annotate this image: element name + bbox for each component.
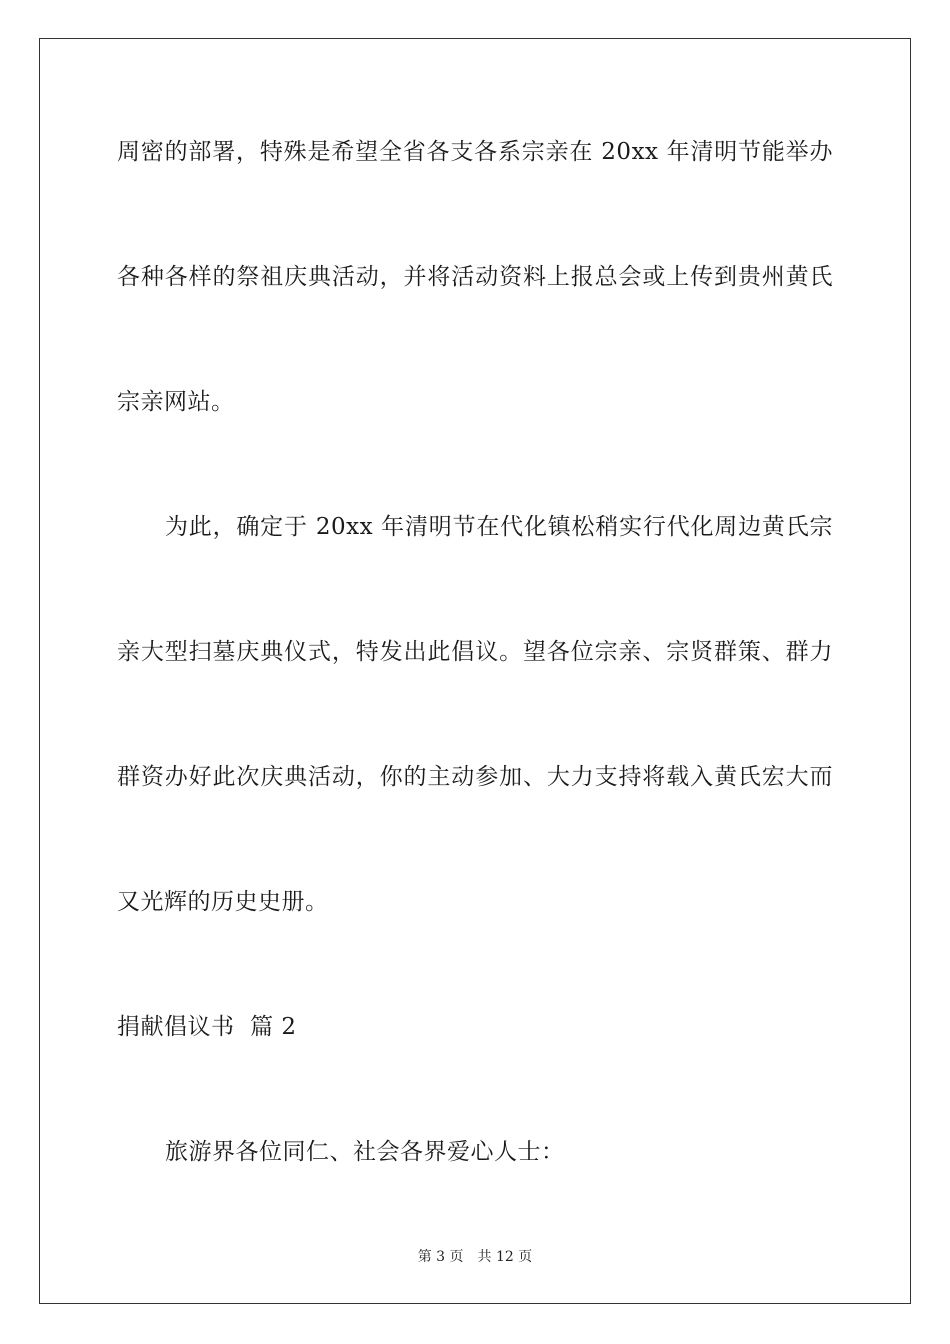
paragraph-2-line-1: 为此，确定于 20xx 年清明节在代化镇松稍实行代化周边黄氏宗 xyxy=(165,514,833,540)
paragraph-1-line-1: 周密的部署，特殊是希望全省各支各系宗亲在 20xx 年清明节能举办 xyxy=(117,139,833,165)
page-number: 第 3 页 xyxy=(417,1249,464,1265)
section-heading: 捐献倡议书 篇 2 xyxy=(117,1014,297,1040)
page-border xyxy=(39,38,911,1304)
paragraph-2-line-2: 亲大型扫墓庆典仪式，特发出此倡议。望各位宗亲、宗贤群策、群力 xyxy=(117,639,833,665)
paragraph-1-line-3: 宗亲网站。 xyxy=(117,389,235,415)
paragraph-2-line-3: 群资办好此次庆典活动，你的主动参加、大力支持将载入黄氏宏大而 xyxy=(117,764,833,790)
paragraph-2-line-4: 又光辉的历史史册。 xyxy=(117,889,329,915)
salutation: 旅游界各位同仁、社会各界爱心人士： xyxy=(165,1139,565,1165)
page-total: 共 12 页 xyxy=(477,1249,533,1265)
page-footer xyxy=(0,1248,950,1266)
paragraph-1-line-2: 各种各样的祭祖庆典活动，并将活动资料上报总会或上传到贵州黄氏 xyxy=(117,264,833,290)
